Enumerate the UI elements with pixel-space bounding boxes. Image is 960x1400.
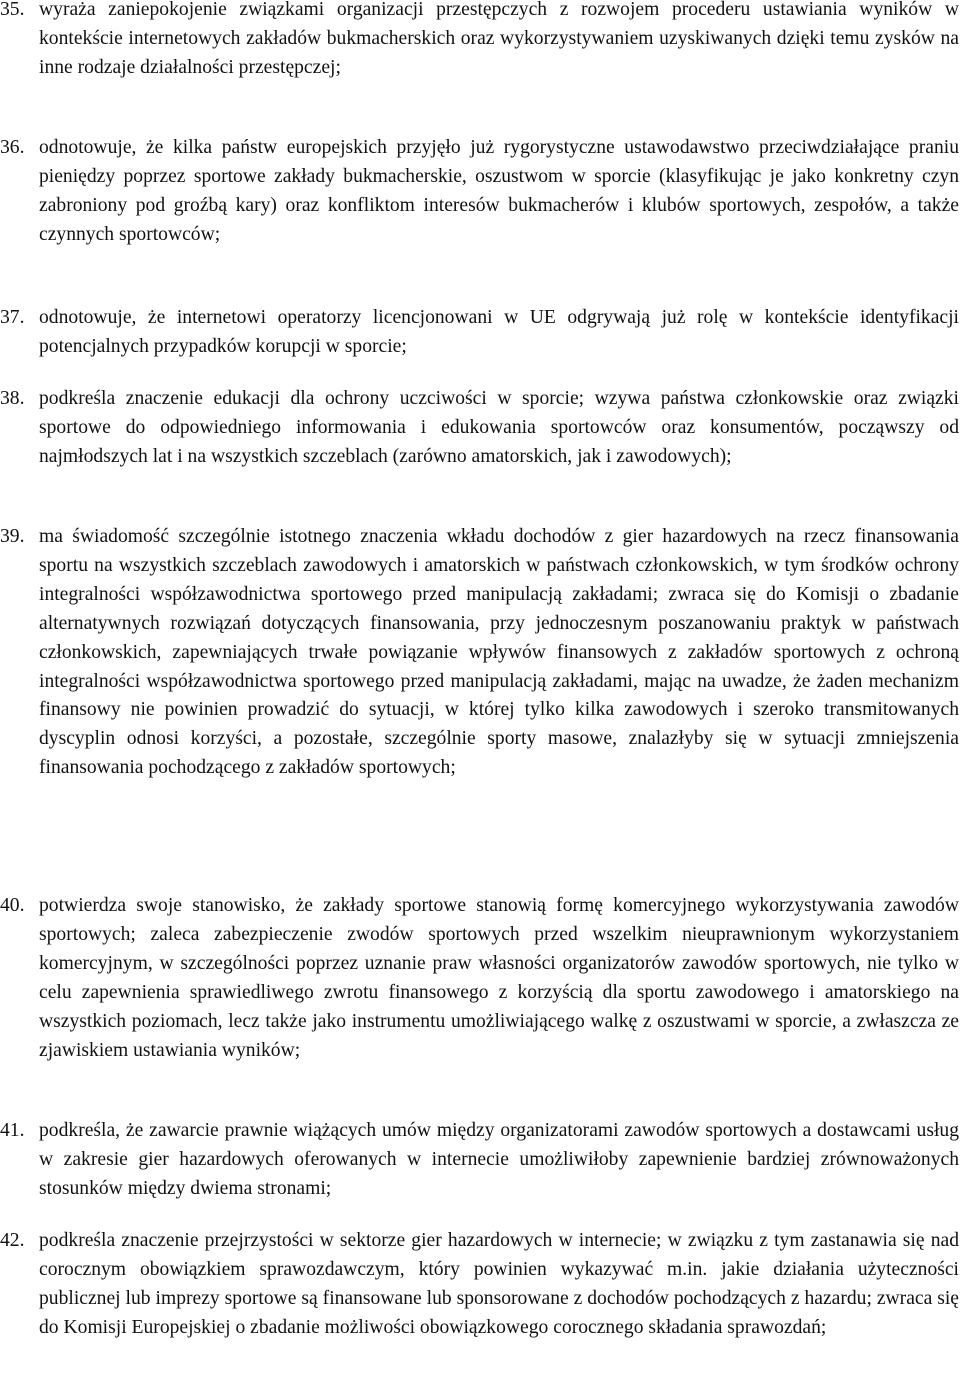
paragraph-number: 39. bbox=[0, 526, 25, 547]
paragraph-39 bbox=[0, 523, 959, 783]
paragraph-text: ma świadomość szczególnie istotnego znaczenia wkładu dochodów z gier hazardowych na rzecz finansowania sportu na wszystkich szczeblach zawodowych i amatorskich w państwach członkowskich, w tym środków ochrony integralności współzawodnictwa sportowego przed manipulacją zakładami; zwraca się do Komisji o zbadanie alternatywnych rozwiązań dotyczących finansowania, przy jednoczesnym poszanowaniu praktyk w państwach członkowskich, zapewniających trwałe powiązanie wpływów finansowych z zakładów sportowych z ochroną integralności współzawodnictwa sportowego przed manipulacją zakładami, mając na uwadze, że żaden mechanizm finansowy nie powinien prowadzić do sytuacji, w której tylko kilka zawodowych i szeroko transmitowanych dyscyplin odnosi korzyści, a pozostałe, szczególnie sporty masowe, znalazłyby się w sytuacji zmniejszenia finansowania pochodzącego z zakładów sportowych; bbox=[39, 526, 959, 779]
paragraph-38 bbox=[0, 385, 959, 472]
paragraph-text: wyraża zaniepokojenie związkami organizacji przestępczych z rozwojem procederu ustawiania wyników w kontekście internetowych zakładów bukmacherskich oraz wykorzystywaniem uzyskiwanych dzięki temu zysków na inne rodzaje działalności przestępczej; bbox=[39, 0, 959, 78]
paragraph-37 bbox=[0, 304, 959, 362]
paragraph-text: odnotowuje, że internetowi operatorzy licencjonowani w UE odgrywają już rolę w kontekście identyfikacji potencjalnych przypadków korupcji w sporcie; bbox=[39, 307, 959, 357]
paragraph-number: 37. bbox=[0, 307, 25, 328]
paragraph-number: 35. bbox=[0, 0, 25, 20]
paragraph-36 bbox=[0, 134, 959, 250]
paragraph-number: 41. bbox=[0, 1120, 25, 1141]
paragraph-text: podkreśla znaczenie przejrzystości w sektorze gier hazardowych w internecie; w związku z tym zastanawia się nad corocznym obowiązkiem sprawozdawczym, który powinien wykazywać m.in. jakie działania użyteczności publicznej lub imprezy sportowe są finansowane lub sponsorowane z dochodów pochodzących z hazardu; zwraca się do Komisji Europejskiej o zbadanie możliwości obowiązkowego corocznego składania sprawozdań; bbox=[39, 1230, 959, 1338]
paragraph-number: 42. bbox=[0, 1230, 25, 1251]
paragraph-text: podkreśla znaczenie edukacji dla ochrony uczciwości w sporcie; wzywa państwa członkowskie oraz związki sportowe do odpowiedniego informowania i edukowania sportowców oraz konsumentów, począwszy od najmłodszych lat i na wszystkich szczeblach (zarówno amatorskich, jak i zawodowych); bbox=[39, 388, 959, 467]
paragraph-40 bbox=[0, 892, 959, 1065]
paragraph-number: 38. bbox=[0, 388, 25, 409]
paragraph-41 bbox=[0, 1117, 959, 1204]
paragraph-number: 40. bbox=[0, 895, 25, 916]
paragraph-text: podkreśla, że zawarcie prawnie wiążących umów między organizatorami zawodów sportowych a dostawcami usług w zakresie gier hazardowych oferowanych w internecie umożliwiłoby zapewnienie bardziej zrównoważonych stosunków między dwiema stronami; bbox=[39, 1120, 959, 1199]
paragraph-42 bbox=[0, 1227, 959, 1343]
paragraph-text: potwierdza swoje stanowisko, że zakłady sportowe stanowią formę komercyjnego wykorzystywania zawodów sportowych; zaleca zabezpieczenie zwodów sportowych przed wszelkim nieuprawnionym wykorzystaniem komercyjnym, w szczególności poprzez uznanie praw własności organizatorów zawodów sportowych, nie tylko w celu zapewnienia sprawiedliwego zwrotu finansowego z korzyścią dla sportu zawodowego i amatorskiego na wszystkich poziomach, lecz także jako instrumentu umożliwiającego walkę z oszustwami w sporcie, a zwłaszcza ze zjawiskiem ustawiania wyników; bbox=[39, 895, 959, 1061]
paragraph-35 bbox=[0, 0, 959, 83]
paragraph-number: 36. bbox=[0, 137, 25, 158]
paragraph-text: odnotowuje, że kilka państw europejskich przyjęło już rygorystyczne ustawodawstwo przeciwdziałające praniu pieniędzy poprzez sportowe zakłady bukmacherskie, oszustwom w sporcie (klasyfikując je jako konkretny czyn zabroniony pod groźbą kary) oraz konfliktom interesów bukmacherów i klubów sportowych, zespołów, a także czynnych sportowców; bbox=[39, 137, 959, 245]
